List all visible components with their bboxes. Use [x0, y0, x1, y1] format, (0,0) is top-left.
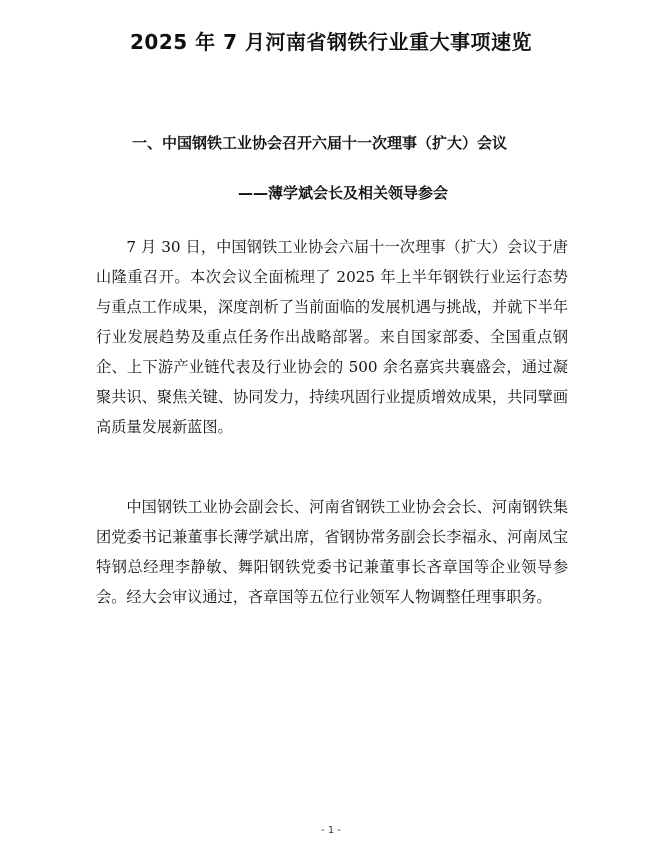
- body-paragraph-2: 中国钢铁工业协会副会长、河南省钢铁工业协会会长、河南钢铁集团党委书记兼董事长薄学斌出席，省钢协常务副会长李福永、河南凤宝特钢总经理李静敏、舞阳钢铁党委书记兼董事长吝章国等企业领导参会。经大会审议通过，吝章国等五位行业领军人物调整任理事职务。: [96, 498, 568, 606]
- document-title: 2025 年 7 月河南省钢铁行业重大事项速览: [130, 30, 532, 54]
- page-number: - 1 -: [321, 825, 341, 836]
- section-subheading: ——薄学斌会长及相关领导参会: [238, 184, 449, 202]
- section-heading: 一、中国钢铁工业协会召开六届十一次理事（扩大）会议: [132, 134, 508, 152]
- body-paragraph-1: 7 月 30 日，中国钢铁工业协会六届十一次理事（扩大）会议于唐山隆重召开。本次会议全面梳理了 2025 年上半年钢铁行业运行态势与重点工作成果，深度剖析了当前面临的发展机遇与挑战，并就下半年行业发展趋势及重点任务作出战略部署。来自国家部委、全国重点钢企、上下游产业链代表及行业协会的 500 余名嘉宾共襄盛会，通过凝聚共识、聚焦关键、协同发力，持续巩固行业提质增效成果，共同擘画高质量发展新蓝图。: [96, 238, 568, 436]
